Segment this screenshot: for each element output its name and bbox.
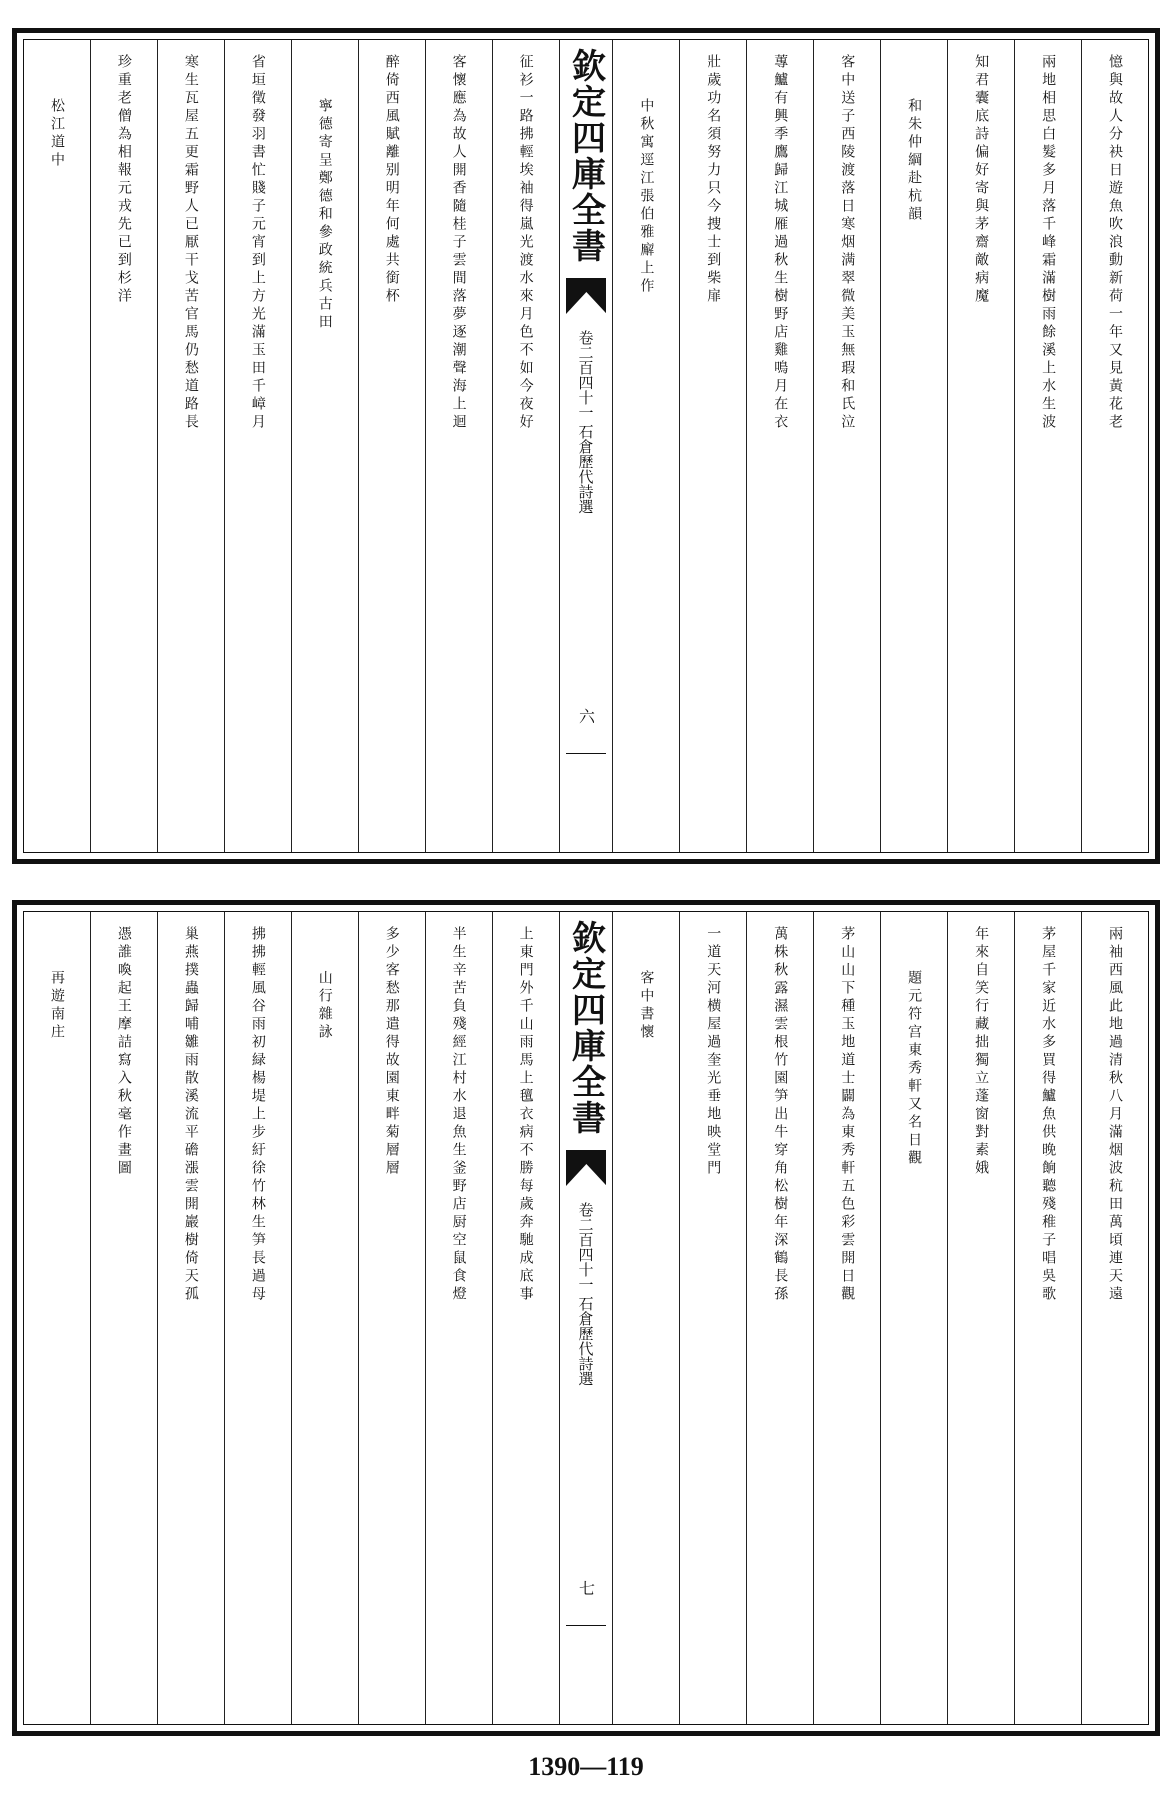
text-column [1081,40,1148,852]
poem-title: 寧德寄呈鄭德和參政統兵古田 [316,98,333,332]
folio-number: 七 [576,1580,596,1596]
poem-line: 茅山山下種玉地道士闢為東秀軒五色彩雲開日觀 [839,926,856,1304]
poem-title: 題元符宫東秀軒又名日觀 [906,970,923,1168]
text-column [1014,912,1081,1724]
poem-title: 中秋寓逕江張伯雅廨上作 [638,98,655,296]
poem-line: 上東門外千山雨馬上氊衣病不勝每歲奔馳成底事 [517,926,534,1304]
poem-title: 和朱仲綱赴杭韻 [906,98,923,224]
book-title: 欽定四庫全書 [565,48,606,264]
poem-line: 征衫一路拂輕埃袖得嵐光渡水來月色不如今夜好 [517,54,534,432]
text-column [90,912,157,1724]
poem-line: 半生辛苦負殘經江村水退魚生釜野店厨空鼠食燈 [450,926,467,1304]
poem-line: 知君囊底詩偏好寄與茅齋敵病魔 [973,54,990,306]
text-column [880,40,947,852]
poem-line: 年來自笑行藏拙獨立蓬窗對素娥 [973,926,990,1178]
volume-info [575,330,596,514]
poem-line: 醉倚西風賦離别明年何處共銜杯 [383,54,400,306]
text-column [24,40,90,852]
fish-tail-ornament-icon [566,1150,607,1186]
text-column [358,912,425,1724]
poem-line: 多少客愁那遣得故園東畔菊層層 [383,926,400,1178]
poem-line: 壯歲功名須努力只今捜士到柴扉 [705,54,722,306]
poem-line: 珍重老僧為相報元戎先已到杉洋 [115,54,132,306]
text-column [425,40,492,852]
center-rule [566,1625,607,1626]
book-title: 欽定四庫全書 [565,920,606,1136]
text-column [24,912,90,1724]
poem-line: 憶與故人分袂日遊魚吹浪動新荷一年又見黃花老 [1107,54,1124,432]
text-column [679,40,746,852]
poem-line: 省垣徵發羽書忙賤子元宵到上方光滿玉田千嶂月 [249,54,266,432]
text-column [492,40,559,852]
text-column [880,912,947,1724]
poem-line: 客懷應為故人開香隨桂子雲間落夢逐潮聲海上迴 [450,54,467,432]
text-column [746,912,813,1724]
text-column [224,40,291,852]
poem-line: 巢燕撲蟲歸哺雛雨散溪流平䃫漲雲開巖樹倚天孤 [182,926,199,1304]
center-fold [559,912,613,1724]
volume-info [575,1202,596,1386]
bottom-page [12,900,1160,1736]
poem-line: 憑誰喚起王摩詰寫入秋毫作畫圖 [115,926,132,1178]
collection-name: 石倉歷代詩選 [576,1296,595,1386]
text-column [813,40,880,852]
text-column [425,912,492,1724]
text-column [1081,912,1148,1724]
text-column [291,40,358,852]
volume-number: 卷二百四十一 [576,330,595,420]
text-column [90,40,157,852]
fish-tail-ornament-icon [566,278,607,314]
text-column [813,912,880,1724]
top-page [12,28,1160,864]
text-column [679,912,746,1724]
poem-line: 兩袖西風此地過清秋八月滿烟波秔田萬頃連天遠 [1107,926,1124,1304]
collection-name: 石倉歷代詩選 [576,424,595,514]
poem-line: 拂拂輕風谷雨初緑楊堤上步紆徐竹林生笋長過母 [249,926,266,1304]
page-code: 1390—119 [528,1752,644,1781]
text-column [291,912,358,1724]
poem-line: 萬株秋露濕雲根竹園笋出牛穿角松樹年深鶴長孫 [772,926,789,1304]
text-column [157,40,224,852]
poem-line: 兩地相思白髮多月落千峰霜滿樹雨餘溪上水生波 [1040,54,1057,432]
text-column [746,40,813,852]
text-column [157,912,224,1724]
poem-title: 松江道中 [48,98,65,170]
poem-title: 再遊南庄 [48,970,65,1042]
poem-title: 山行雜詠 [316,970,333,1042]
text-column [492,912,559,1724]
poem-line: 客中送子西陵渡落日寒烟满翠微美玉無瑕和氏泣 [839,54,856,432]
text-column [947,912,1014,1724]
folio-number: 六 [576,708,596,724]
text-column [612,912,679,1724]
text-column [358,40,425,852]
poem-line: 蓴鱸有興季鷹歸江城雁過秋生樹野店雞鳴月在衣 [772,54,789,432]
poem-line: 寒生瓦屋五更霜野人已厭干戈苦官馬仍愁道路長 [182,54,199,432]
text-column [947,40,1014,852]
center-rule [566,753,607,754]
poem-line: 一道天河横屋過奎光垂地映堂門 [705,926,722,1178]
text-column [1014,40,1081,852]
poem-line: 茅屋千家近水多買得鱸魚供晚餉聽殘稚子唱吳歌 [1040,926,1057,1304]
poem-title: 客中書懷 [638,970,655,1042]
text-column [224,912,291,1724]
bottom-page-columns [23,911,1149,1725]
volume-number: 卷二百四十一 [576,1202,595,1292]
center-fold [559,40,613,852]
text-column [612,40,679,852]
top-page-columns [23,39,1149,853]
